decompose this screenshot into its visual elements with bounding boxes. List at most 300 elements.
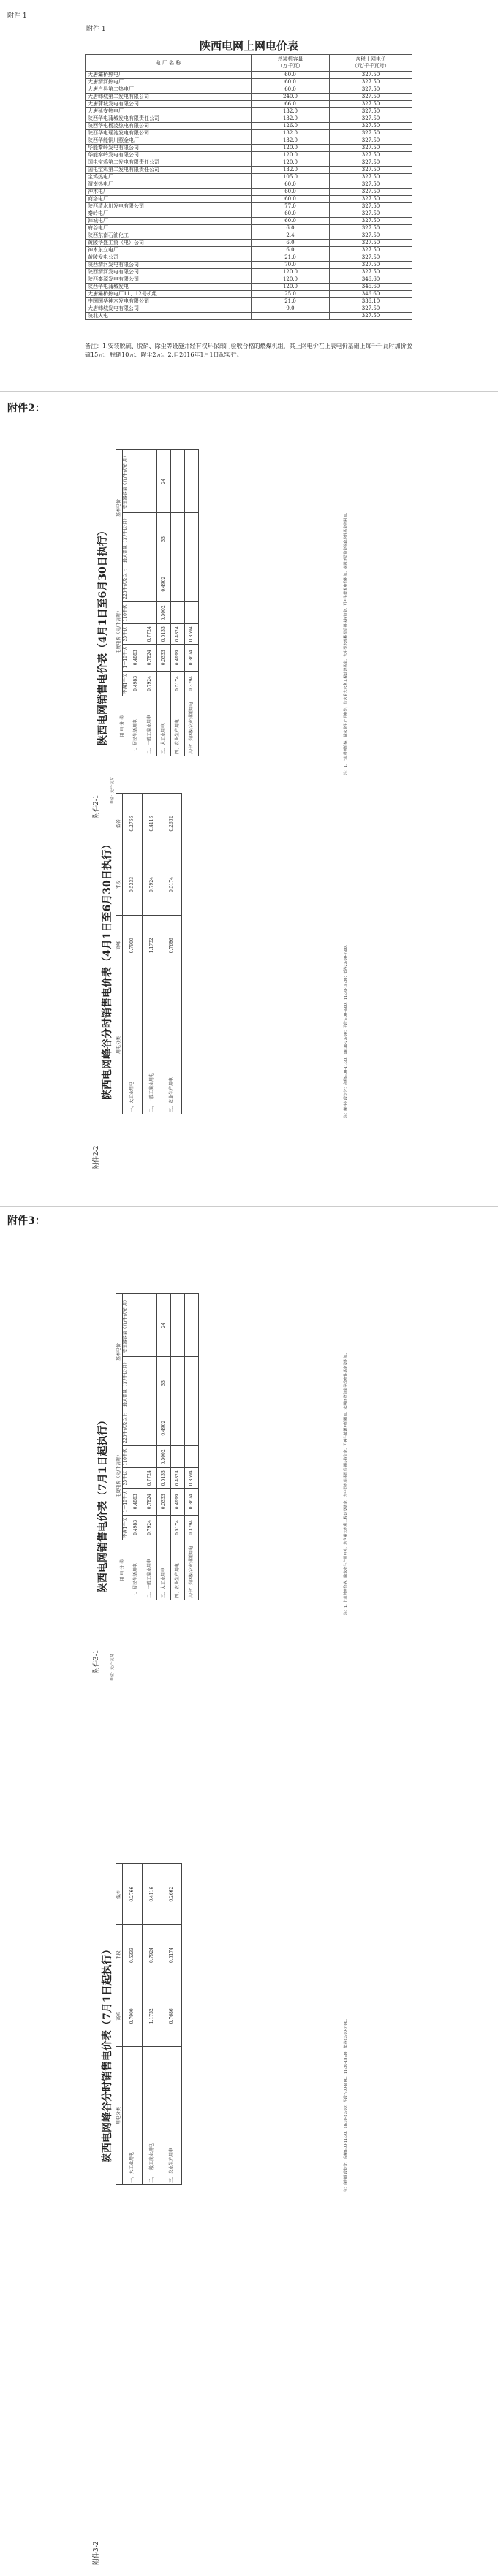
table-row <box>86 152 412 159</box>
tou-price-cell: 0.5333 <box>123 854 143 915</box>
col-basic-price: 基本电价 <box>116 1294 123 1410</box>
capacity-cell: 120.0 <box>252 276 330 284</box>
energy-price-cell: 0.4999 <box>171 644 185 671</box>
plant-name-cell: 宝鸡热电厂 <box>86 174 252 181</box>
price-cell: 327.50 <box>330 159 412 167</box>
category-cell: 二、一般工商业用电 <box>143 976 162 1114</box>
plant-name-cell: 黄陵发电公司 <box>86 254 252 262</box>
attachment-1-label: 附件 1 <box>86 26 106 33</box>
col-h_peak: 高峰 <box>116 1986 123 2046</box>
capacity-cell: 25.0 <box>252 291 330 298</box>
energy-price-cell <box>129 566 143 601</box>
table-row <box>185 450 199 756</box>
energy-price-cell <box>129 1468 143 1489</box>
capacity-cell: 21.0 <box>252 254 330 262</box>
col-h_valley: 低谷 <box>116 794 123 854</box>
attachment-3-1-title: 陕西电网销售电价表（7月1日起执行） <box>97 1415 109 1593</box>
energy-price-cell: 0.7724 <box>143 1468 157 1489</box>
plant-name-cell: 大唐蒲城发电有限公司 <box>86 101 252 108</box>
basic-price-cell: 33 <box>157 512 171 566</box>
plant-name-cell: 陕西华电瑶池发电有限公司 <box>86 130 252 137</box>
plant-name-cell: 陕西清水川发电有限公司 <box>86 203 252 210</box>
category-cell: 四、农业生产用电 <box>171 1540 185 1600</box>
table-row <box>86 269 412 276</box>
energy-price-cell <box>171 1410 185 1445</box>
price-cell: 336.10 <box>330 298 412 305</box>
energy-price-cell: 0.4902 <box>157 566 171 601</box>
table-row <box>86 218 412 225</box>
price-cell: 327.50 <box>330 123 412 130</box>
basic-price-cell <box>143 1356 157 1410</box>
plant-name-cell: 陕西华电杨凌热电有限公司 <box>86 123 252 130</box>
col-h_u2: 1～10千伏 <box>123 1488 129 1515</box>
basic-price-cell <box>129 512 143 566</box>
plant-name-cell: 大唐灞桥热电厂11、12号机组 <box>86 291 252 298</box>
price-cell: 327.50 <box>330 225 412 232</box>
col-h_u1: 不满1千伏 <box>123 1515 129 1540</box>
attachment-3-2-title: 陕西电网峰谷分时销售电价表（7月1日起执行） <box>102 1944 113 2163</box>
energy-price-cell <box>129 1446 143 1468</box>
energy-price-cell <box>171 566 185 601</box>
table-row <box>129 450 143 756</box>
energy-price-cell: 0.5002 <box>157 602 171 624</box>
capacity-cell: 132.0 <box>252 167 330 174</box>
capacity-cell: 60.0 <box>252 86 330 94</box>
sales-price-table-jul <box>116 1293 199 1600</box>
price-cell: 327.50 <box>330 79 412 86</box>
energy-price-cell <box>143 566 157 601</box>
energy-price-cell <box>185 602 199 624</box>
capacity-cell: 120.0 <box>252 145 330 152</box>
price-cell: 327.50 <box>330 240 412 247</box>
energy-price-cell: 0.4983 <box>129 671 143 696</box>
table-row <box>162 1864 182 2185</box>
table-row <box>86 225 412 232</box>
table-row <box>143 1294 157 1600</box>
table-row <box>171 1294 185 1600</box>
capacity-cell: 60.0 <box>252 210 330 218</box>
capacity-cell: 132.0 <box>252 130 330 137</box>
plant-name-cell: 商洛电厂 <box>86 196 252 203</box>
price-cell: 327.50 <box>330 145 412 152</box>
basic-price-cell <box>185 1294 199 1357</box>
table-row <box>143 1864 162 2185</box>
table-row <box>86 181 412 189</box>
attachment-1-title: 陕西电网上网电价表 <box>199 39 298 53</box>
table-row <box>86 130 412 137</box>
table-row <box>86 167 412 174</box>
price-cell: 327.50 <box>330 167 412 174</box>
price-cell: 327.50 <box>330 101 412 108</box>
basic-price-cell <box>171 450 185 513</box>
basic-price-cell: 24 <box>157 450 171 513</box>
price-cell: 327.50 <box>330 181 412 189</box>
col-h_b2: 变压器容量（元/千伏安·月） <box>123 450 129 513</box>
capacity-cell: 6.0 <box>252 225 330 232</box>
energy-price-cell <box>129 1410 143 1445</box>
capacity-cell: 132.0 <box>252 115 330 123</box>
capacity-cell: 105.0 <box>252 174 330 181</box>
price-cell: 327.50 <box>330 115 412 123</box>
table-row <box>86 284 412 291</box>
energy-price-cell <box>143 602 157 624</box>
basic-price-cell <box>171 512 185 566</box>
energy-price-cell: 0.4883 <box>129 644 143 671</box>
col-category: 用 电 分 类 <box>116 1540 129 1600</box>
price-cell: 327.50 <box>330 247 412 254</box>
tou-price-cell: 0.7900 <box>123 915 143 976</box>
table-row <box>86 86 412 94</box>
sales-table-note-jul: 注：1. 上表所列价格，除农业生产用电外，均含重大水利工程建设基金、大中型水库移民后期扶持资金、可再生能源电价附加、农网还贷资金等政府性基金及附加。 <box>344 1350 348 1615</box>
col-basic-price: 基本电价 <box>116 450 123 566</box>
col-h_flat: 平段 <box>116 1925 123 1986</box>
plant-name-cell: 大唐延安热电厂 <box>86 108 252 115</box>
category-cell: 三、农业生产用电 <box>162 976 182 1114</box>
table-row <box>86 298 412 305</box>
energy-price-cell: 0.5333 <box>157 644 171 671</box>
table-row <box>86 101 412 108</box>
tou-price-cell: 0.2766 <box>123 794 143 854</box>
table-row <box>86 203 412 210</box>
energy-price-cell <box>129 624 143 645</box>
table-row <box>157 1294 171 1600</box>
col-h_u4: 110千伏 <box>123 1446 129 1468</box>
tou-table-note-jul: 注：峰谷时段划分：高峰8:00-11:30、18:30-23:00；平段7:00-8:00、11:30-18:30；低谷23:00-7:00。 <box>344 2017 348 2192</box>
table-row <box>86 159 412 167</box>
tou-price-table-jul <box>116 1863 182 2185</box>
tou-price-cell: 0.4116 <box>143 1864 162 1925</box>
capacity-cell: 132.0 <box>252 137 330 145</box>
energy-price-cell: 0.5174 <box>171 671 185 696</box>
tou-price-cell: 0.4116 <box>143 794 162 854</box>
tou-price-table-q2 <box>116 793 182 1114</box>
table-row <box>123 794 143 1114</box>
table-row <box>129 1294 143 1600</box>
col-plant-name: 电 厂 名 称 <box>86 55 252 72</box>
page-divider <box>0 1206 498 1207</box>
energy-price-cell: 0.7824 <box>143 644 157 671</box>
energy-price-cell <box>171 602 185 624</box>
energy-price-cell <box>185 1410 199 1445</box>
capacity-cell: 120.0 <box>252 269 330 276</box>
table-row <box>123 1864 143 2185</box>
tou-price-cell: 0.7686 <box>162 915 182 976</box>
tou-price-cell: 0.2662 <box>162 1864 182 1925</box>
price-cell: 327.50 <box>330 218 412 225</box>
price-cell: 327.50 <box>330 130 412 137</box>
col-h_peak: 高峰 <box>116 915 123 976</box>
capacity-cell: 120.0 <box>252 284 330 291</box>
basic-price-cell <box>143 1294 157 1357</box>
energy-price-cell: 0.3794 <box>185 671 199 696</box>
col-h_b2: 变压器容量（元/千伏安·月） <box>123 1294 129 1357</box>
capacity-cell: 60.0 <box>252 196 330 203</box>
table-row <box>86 276 412 284</box>
energy-price-cell: 0.3794 <box>185 1515 199 1540</box>
category-cell: 其中：贫困县农业排灌用电 <box>185 1540 199 1600</box>
energy-price-cell: 0.3674 <box>185 644 199 671</box>
energy-price-cell: 0.3594 <box>185 1468 199 1489</box>
price-cell: 327.50 <box>330 94 412 101</box>
attachment-3-header: 附件3： <box>7 1215 45 1227</box>
col-h_b1: 最大需量（元/千伏·月） <box>123 512 129 566</box>
tou-price-cell: 1.1732 <box>143 1986 162 2046</box>
category-cell: 一、大工业用电 <box>123 2046 143 2184</box>
col-category: 用 电 分 类 <box>116 696 129 756</box>
table-row <box>185 1294 199 1600</box>
category-cell: 二、一般工商业用电 <box>143 2046 162 2184</box>
page-divider <box>0 391 498 392</box>
plant-name-cell: 神木电厂 <box>86 189 252 196</box>
energy-price-cell: 0.4999 <box>171 1488 185 1515</box>
plant-name-cell: 陕西华电蒲城发电 <box>86 284 252 291</box>
price-cell: 327.50 <box>330 210 412 218</box>
table-row <box>86 291 412 298</box>
attachment-2-2-unit: 单位：元/千瓦时 <box>110 777 115 804</box>
basic-price-cell <box>143 450 157 513</box>
energy-price-cell <box>143 1446 157 1468</box>
basic-price-cell <box>185 450 199 513</box>
energy-price-cell: 0.7824 <box>143 1488 157 1515</box>
energy-price-cell <box>171 1446 185 1468</box>
basic-price-cell <box>171 1294 185 1357</box>
basic-price-cell <box>171 1356 185 1410</box>
capacity-cell: 60.0 <box>252 218 330 225</box>
tou-price-cell: 0.7924 <box>143 1925 162 1986</box>
energy-price-cell: 0.4824 <box>171 1468 185 1489</box>
col-h_u4: 110千伏 <box>123 602 129 624</box>
table-row <box>86 94 412 101</box>
capacity-cell: 60.0 <box>252 79 330 86</box>
table-row <box>86 72 412 79</box>
energy-price-cell: 0.5333 <box>157 1488 171 1515</box>
attachment-3-1-label: 附件3-1 <box>93 1649 100 1673</box>
energy-price-cell: 0.7724 <box>143 624 157 645</box>
plant-name-cell: 大唐灞桥热电厂 <box>86 72 252 79</box>
table-row <box>86 240 412 247</box>
col-h_b1: 最大需量（元/千伏·月） <box>123 1356 129 1410</box>
table-row <box>86 196 412 203</box>
tou-price-cell: 1.1732 <box>143 915 162 976</box>
col-category: 用电分类 <box>116 2046 123 2184</box>
col-capacity: 总装机容量 （万千瓦） <box>252 55 330 72</box>
table-row <box>143 794 162 1114</box>
category-cell: 三、大工业用电 <box>157 696 171 756</box>
tou-price-cell: 0.7900 <box>123 1986 143 2046</box>
capacity-cell: 60.0 <box>252 72 330 79</box>
category-cell: 三、农业生产用电 <box>162 2046 182 2184</box>
grid-price-table <box>85 54 412 320</box>
price-cell: 327.50 <box>330 72 412 79</box>
plant-name-cell: 国电宝鸡第二发电有限责任公司 <box>86 159 252 167</box>
plant-name-cell: 府谷电厂 <box>86 225 252 232</box>
col-h_u3: 35千伏 <box>123 624 129 645</box>
basic-price-cell <box>185 512 199 566</box>
attachment-2-1-title: 陕西电网销售电价表（4月1日至6月30日执行） <box>97 525 109 745</box>
col-category: 用电分类 <box>116 976 123 1114</box>
energy-price-cell: 0.3674 <box>185 1488 199 1515</box>
category-cell: 一、大工业用电 <box>123 976 143 1114</box>
table-row <box>86 305 412 313</box>
table-row <box>86 232 412 240</box>
energy-price-cell <box>143 1410 157 1445</box>
table-row <box>86 210 412 218</box>
plant-name-cell: 大唐渭河热电厂 <box>86 79 252 86</box>
table-row <box>86 313 412 320</box>
energy-price-cell <box>185 566 199 601</box>
attachment-1-header: 附件 1 <box>7 12 27 20</box>
col-h_u5: 220千伏及以上 <box>123 1410 129 1445</box>
col-h_flat: 平段 <box>116 854 123 915</box>
price-cell: 327.50 <box>330 137 412 145</box>
attachment-3-2-unit: 单位：元/千瓦时 <box>110 1654 115 1681</box>
energy-price-cell: 0.4824 <box>171 624 185 645</box>
energy-price-cell: 0.5002 <box>157 1446 171 1468</box>
energy-price-cell: 0.3594 <box>185 624 199 645</box>
price-cell: 327.50 <box>330 152 412 159</box>
energy-price-cell: 0.5133 <box>157 624 171 645</box>
energy-price-cell <box>185 1446 199 1468</box>
attachment-2-1-label: 附件2-1 <box>93 794 100 818</box>
sales-price-table-q2 <box>116 449 199 756</box>
capacity-cell: 132.0 <box>252 108 330 115</box>
table-row <box>86 145 412 152</box>
plant-name-cell: 陕西华电蒲城发电有限责任公司 <box>86 115 252 123</box>
plant-name-cell: 陕西渭河发电有限公司 <box>86 269 252 276</box>
capacity-cell: 126.0 <box>252 123 330 130</box>
col-energy-price: 电度电价（元/千瓦时） <box>116 1410 123 1540</box>
table-row <box>162 794 182 1114</box>
capacity-cell: 240.0 <box>252 94 330 101</box>
table-row <box>86 189 412 196</box>
capacity-cell: 9.0 <box>252 305 330 313</box>
price-cell: 327.50 <box>330 203 412 210</box>
price-cell: 346.60 <box>330 276 412 284</box>
tou-price-cell: 0.5174 <box>162 1925 182 1986</box>
plant-name-cell: 陕西华能铜川照金电厂 <box>86 137 252 145</box>
col-price: 含税上网电价 （元/千千瓦时） <box>330 55 412 72</box>
col-h_u5: 220千伏及以上 <box>123 566 129 601</box>
plant-name-cell: 陕西渭河发电有限公司 <box>86 262 252 269</box>
energy-price-cell <box>157 1515 171 1540</box>
plant-name-cell: 渭南热电厂 <box>86 181 252 189</box>
table-row <box>86 123 412 130</box>
basic-price-cell <box>129 1356 143 1410</box>
capacity-cell: 60.0 <box>252 181 330 189</box>
plant-name-cell: 陕北火电 <box>86 313 252 320</box>
energy-price-cell: 0.7924 <box>143 1515 157 1540</box>
capacity-cell: 60.0 <box>252 189 330 196</box>
plant-name-cell: 大唐韩城第二发电有限公司 <box>86 94 252 101</box>
price-cell: 327.50 <box>330 269 412 276</box>
price-cell: 346.60 <box>330 291 412 298</box>
price-cell: 346.60 <box>330 284 412 291</box>
energy-price-cell: 0.7924 <box>143 671 157 696</box>
basic-price-cell <box>185 1356 199 1410</box>
tou-price-cell: 0.2662 <box>162 794 182 854</box>
table-row <box>86 262 412 269</box>
tou-price-cell: 0.5174 <box>162 854 182 915</box>
energy-price-cell: 0.5133 <box>157 1468 171 1489</box>
table-row <box>86 254 412 262</box>
capacity-cell: 6.0 <box>252 247 330 254</box>
tou-table-note-q2: 注：峰谷时段划分：高峰8:00-11:30、18:30-23:00；平段7:00-8:00、11:30-18:30；低谷23:00-7:00。 <box>344 943 348 1118</box>
capacity-cell: 21.0 <box>252 298 330 305</box>
price-cell: 327.50 <box>330 232 412 240</box>
tou-price-cell: 0.7686 <box>162 1986 182 2046</box>
energy-price-cell: 0.4883 <box>129 1488 143 1515</box>
price-cell: 327.50 <box>330 262 412 269</box>
price-cell: 327.50 <box>330 196 412 203</box>
plant-name-cell: 华能秦岭发电有限公司 <box>86 145 252 152</box>
col-h_u3: 35千伏 <box>123 1468 129 1489</box>
tou-price-cell: 0.5333 <box>123 1925 143 1986</box>
capacity-cell: 120.0 <box>252 159 330 167</box>
price-cell: 327.50 <box>330 174 412 181</box>
category-cell: 一、居民生活用电 <box>129 696 143 756</box>
plant-name-cell: 韩城电厂 <box>86 218 252 225</box>
table-row <box>86 108 412 115</box>
category-cell: 其中：贫困县农业排灌用电 <box>185 696 199 756</box>
attachment-3-2-label: 附件3-2 <box>93 2541 100 2565</box>
basic-price-cell <box>129 1294 143 1357</box>
category-cell: 二、一般工商业用电 <box>143 696 157 756</box>
capacity-cell: 120.0 <box>252 152 330 159</box>
energy-price-cell: 0.5174 <box>171 1515 185 1540</box>
category-cell: 一、居民生活用电 <box>129 1540 143 1600</box>
plant-name-cell: 秦岭电厂 <box>86 210 252 218</box>
tou-price-cell: 0.7924 <box>143 854 162 915</box>
table-row <box>86 174 412 181</box>
table-row <box>86 115 412 123</box>
table-row <box>86 247 412 254</box>
plant-name-cell: 黄陵华盛工贸（电）公司 <box>86 240 252 247</box>
price-cell: 327.50 <box>330 305 412 313</box>
energy-price-cell <box>129 602 143 624</box>
basic-price-cell: 24 <box>157 1294 171 1357</box>
attachment-1-note: 备注：1.安装脱硫、脱硝、除尘等设施并经有权环保部门验收合格的燃煤机组，其上网电价在上表电价基础上每千千瓦时加价脱硫15元、脱硝10元、除尘2元。2.自2016年1月1日起实行。 <box>85 343 412 358</box>
plant-name-cell: 国电宝鸡第二发电有限责任公司 <box>86 167 252 174</box>
category-cell: 四、农业生产用电 <box>171 696 185 756</box>
energy-price-cell: 0.4902 <box>157 1410 171 1445</box>
col-h_u2: 1～10千伏 <box>123 644 129 671</box>
capacity-cell: 6.0 <box>252 240 330 247</box>
col-h_valley: 低谷 <box>116 1864 123 1925</box>
category-cell: 二、一般工商业用电 <box>143 1540 157 1600</box>
plant-name-cell: 陕西秦源发电有限公司 <box>86 276 252 284</box>
capacity-cell: 70.0 <box>252 262 330 269</box>
attachment-2-header: 附件2： <box>7 403 45 414</box>
col-energy-price: 电度电价（元/千瓦时） <box>116 566 123 696</box>
sales-table-note-q2: 注：1. 上表所列价格，除农业生产用电外，均含重大水利工程建设基金、大中型水库移民后期扶持资金、可再生能源电价附加、农网还贷资金等政府性基金及附加。 <box>344 510 348 775</box>
capacity-cell: 2.4 <box>252 232 330 240</box>
plant-name-cell: 华能秦岭发电有限公司 <box>86 152 252 159</box>
plant-name-cell: 陕西东南石油化工 <box>86 232 252 240</box>
table-row <box>143 450 157 756</box>
tou-price-cell: 0.2766 <box>123 1864 143 1925</box>
attachment-2-2-label: 附件2-2 <box>93 1145 100 1169</box>
table-row <box>86 79 412 86</box>
capacity-cell: 66.0 <box>252 101 330 108</box>
category-cell: 三、大工业用电 <box>157 1540 171 1600</box>
price-cell: 327.50 <box>330 254 412 262</box>
attachment-2-2-title: 陕西电网峰谷分时销售电价表（4月1日至6月30日执行） <box>102 839 113 1100</box>
capacity-cell <box>252 313 330 320</box>
plant-name-cell: 神木东立电厂 <box>86 247 252 254</box>
col-h_u1: 不满1千伏 <box>123 671 129 696</box>
plant-name-cell: 中国国华神木发电有限公司 <box>86 298 252 305</box>
table-row <box>171 450 185 756</box>
